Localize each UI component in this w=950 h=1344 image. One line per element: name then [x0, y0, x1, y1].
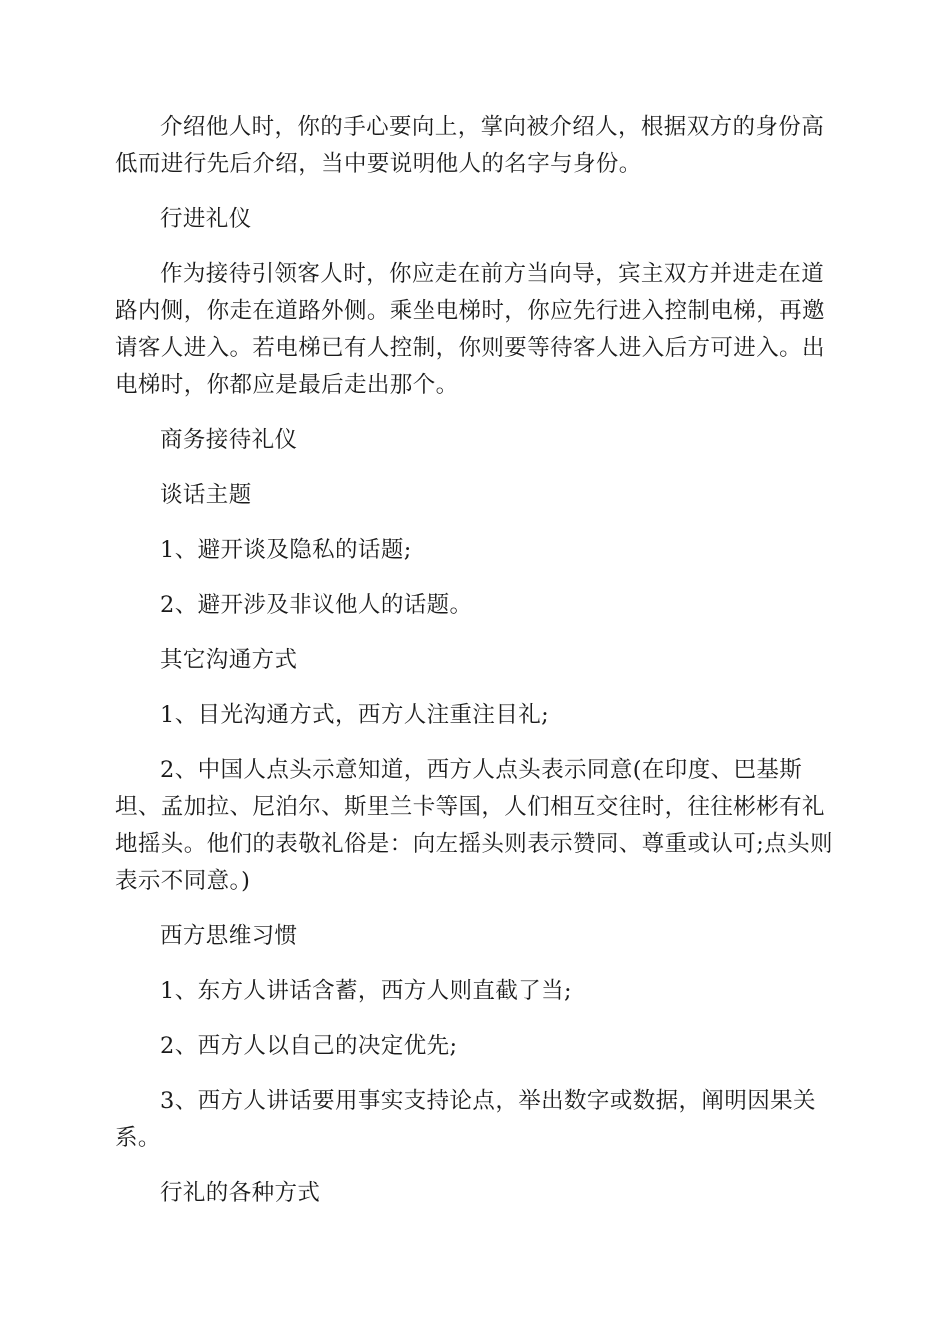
- section-heading-conversation-topics: 谈话主题: [160, 482, 252, 508]
- list-item-own-decision: 2、西方人以自己的决定优先;: [160, 1033, 458, 1059]
- section-heading-other-communication: 其它沟通方式: [160, 647, 298, 673]
- section-heading-salute-methods: 行礼的各种方式: [160, 1180, 321, 1206]
- section-heading-business-reception: 商务接待礼仪: [160, 427, 298, 453]
- list-item-direct-speech: 1、东方人讲话含蓄，西方人则直截了当;: [160, 978, 572, 1004]
- list-item-avoid-criticism: 2、避开涉及非议他人的话题。: [160, 592, 473, 618]
- section-heading-walking-etiquette: 行进礼仪: [160, 206, 252, 232]
- list-item-avoid-privacy: 1、避开谈及隐私的话题;: [160, 537, 412, 563]
- list-item-eye-contact: 1、目光沟通方式，西方人注重注目礼;: [160, 702, 550, 728]
- paragraph-introducing-others: 介绍他人时，你的手心要向上，掌向被介绍人，根据双方的身份高低而进行先后介绍，当中要说明他人的名字与身份。: [115, 114, 825, 177]
- list-item-facts-support: 3、西方人讲话要用事实支持论点，举出数字或数据，阐明因果关系。: [115, 1088, 816, 1151]
- list-item-nodding: 2、中国人点头示意知道，西方人点头表示同意(在印度、巴基斯坦、孟加拉、尼泊尔、斯里兰卡等国，人们相互交往时，往往彬彬有礼地摇头。他们的表敬礼俗是：向左摇头则表示赞同、尊重或认可;点头则表示不同意。): [115, 757, 833, 894]
- paragraph-guiding-guests: 作为接待引领客人时，你应走在前方当向导，宾主双方并进走在道路内侧，你走在道路外侧。乘坐电梯时，你应先行进入控制电梯，再邀请客人进入。若电梯已有人控制，你则要等待客人进入后方可进入。出电梯时，你都应是最后走出那个。: [115, 261, 825, 398]
- section-heading-western-thinking: 西方思维习惯: [160, 923, 298, 949]
- document-body: [115, 109, 835, 1230]
